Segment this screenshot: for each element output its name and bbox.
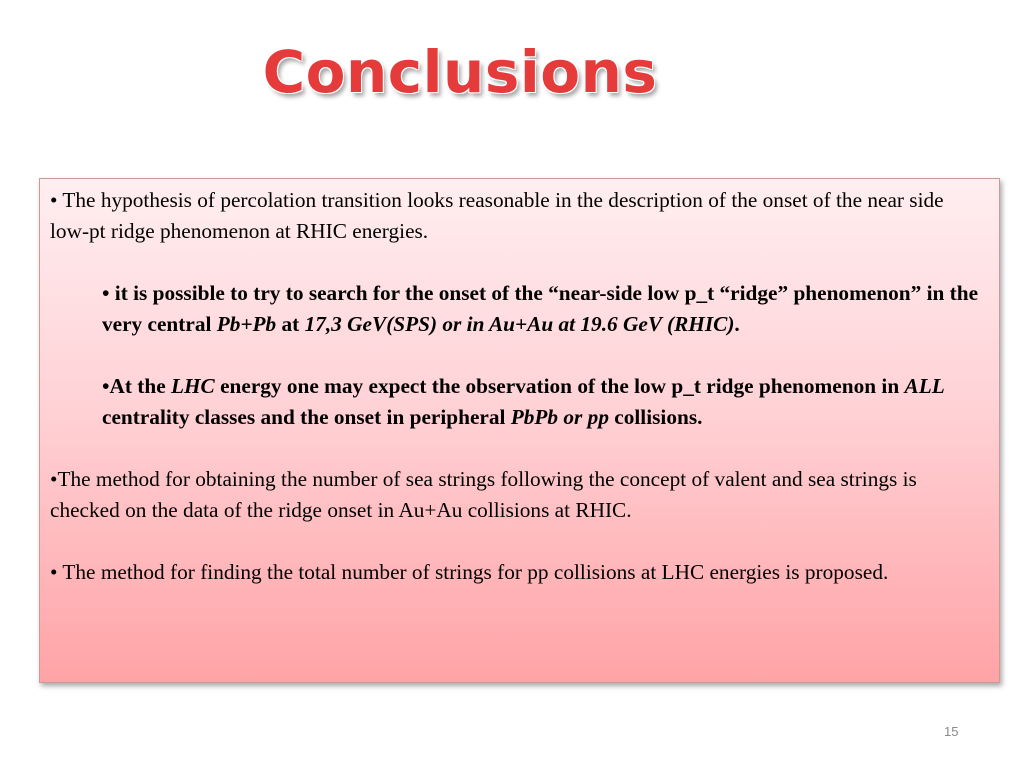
subitem-text: . [734, 312, 740, 336]
conclusion-item-sea-strings: •The method for obtaining the number of sea strings following the concept of valent and sea strings is checked on the data of the ridge onset in Au+Au collisions at RHIC. [50, 467, 917, 522]
conclusions-box [39, 178, 1000, 683]
subitem-italic-energies: 17,3 GeV(SPS) or in Au+Au at 19.6 GeV (RHIC) [304, 312, 735, 336]
spacer [50, 433, 987, 464]
conclusion-item-total-strings: • The method for finding the total number of strings for pp collisions at LHC energies is proposed. [50, 560, 889, 584]
subitem-text: at [276, 312, 305, 336]
spacer [50, 340, 987, 371]
subitem-italic-all: ALL [904, 374, 945, 398]
subitem-italic-lhc: LHC [170, 374, 215, 398]
subitem-text: centrality classes and the onset in peripheral [102, 405, 511, 429]
subitem-text: energy one may expect the observation of the low p_t ridge phenomenon in [214, 374, 905, 398]
subitem-text: • it is possible to try to search for the onset of the “near-side low p_t “ridge” phenomenon” in the very central [102, 281, 979, 336]
conclusion-subitem-search-onset [102, 278, 987, 340]
subitem-text: collisions. [608, 405, 703, 429]
subitem-italic-pbpb-pp: PbPb or pp [510, 405, 609, 429]
spacer [50, 526, 987, 557]
subitem-text: •At the [102, 374, 171, 398]
page-number: 15 [944, 724, 959, 739]
conclusion-item-percolation: • The hypothesis of percolation transition looks reasonable in the description of the onset of the near side low-pt ridge phenomenon at RHIC energies. [50, 188, 944, 243]
slide-title [0, 38, 920, 106]
conclusion-subitem-lhc [102, 371, 987, 433]
spacer [50, 247, 987, 278]
slide-title-text: Conclusions [262, 38, 658, 106]
subitem-italic-pbpb: Pb+Pb [216, 312, 277, 336]
